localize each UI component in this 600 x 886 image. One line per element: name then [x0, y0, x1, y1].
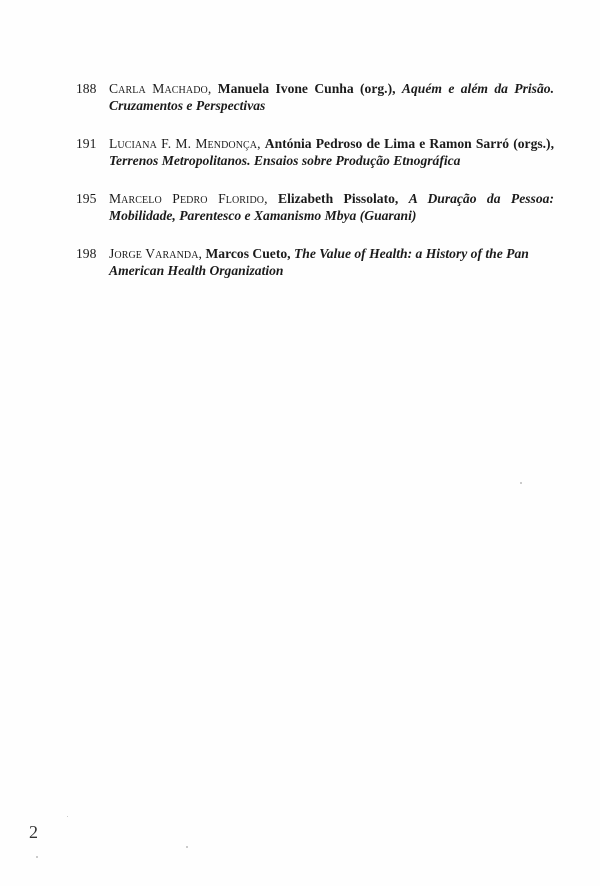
entry-text	[109, 80, 554, 114]
page-number: 191	[76, 136, 97, 151]
book-author: Marcos Cueto,	[205, 246, 291, 261]
reviewer-name: Marcelo Pedro Florido,	[109, 191, 268, 206]
reviewer-name: Luciana F. M. Mendonça,	[109, 136, 261, 151]
book-author: Antónia Pedroso de Lima e Ramon Sarró (orgs.),	[264, 136, 554, 151]
book-title: A Duração da Pessoa: Mobilidade, Parentesco e Xamanismo Mbya (Guarani)	[109, 191, 554, 223]
entry-text	[109, 190, 554, 224]
book-author: Manuela Ivone Cunha (org.),	[217, 81, 396, 96]
scan-speck	[520, 482, 522, 484]
reviewer-name: Jorge Varanda,	[109, 246, 203, 261]
book-author: Elizabeth Pissolato,	[278, 191, 399, 206]
review-list	[76, 80, 554, 300]
entry-text	[109, 135, 554, 169]
review-entry	[76, 135, 554, 169]
review-entry	[76, 245, 554, 279]
reviewer-name: Carla Machado,	[109, 81, 212, 96]
review-entry	[76, 190, 554, 224]
book-title: Aquém e além da Prisão. Cruzamentos e Perspectivas	[109, 81, 554, 113]
page-number: 195	[76, 191, 97, 206]
book-title: The Value of Health: a History of the Pan American Health Organization	[109, 246, 529, 278]
entry-text	[109, 245, 554, 279]
page-number: 198	[76, 246, 97, 261]
book-title: Terrenos Metropolitanos. Ensaios sobre Produção Etnográfica	[109, 153, 461, 168]
page-number: 188	[76, 81, 97, 96]
scan-speck	[36, 856, 38, 858]
review-entry	[76, 80, 554, 114]
folio-number: 2	[29, 822, 38, 842]
scan-speck	[186, 846, 188, 848]
scan-speck	[67, 816, 68, 817]
